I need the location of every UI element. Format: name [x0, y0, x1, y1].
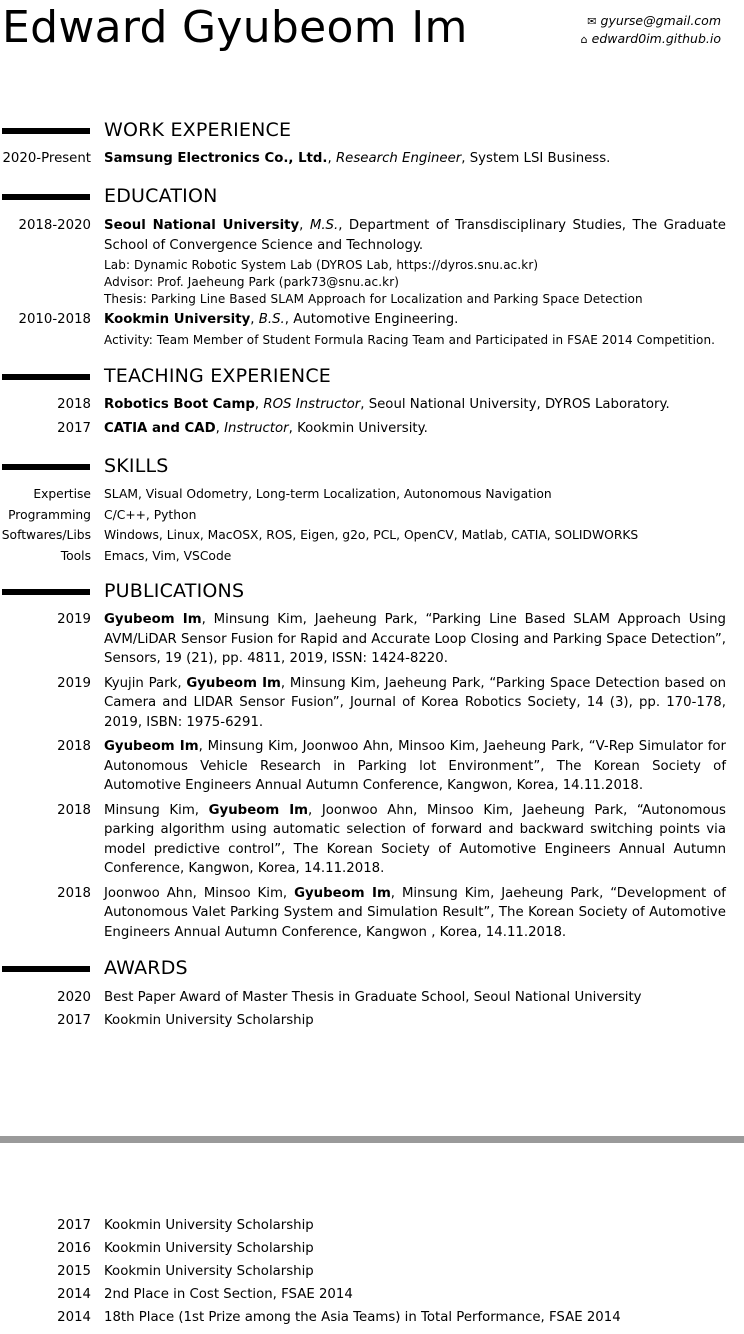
award-text: Kookmin University Scholarship	[104, 1012, 314, 1028]
skill-label: Softwares/Libs	[1, 528, 91, 542]
section-header	[0, 364, 744, 388]
entry-detail: Thesis: Parking Line Based SLAM Approach for Localization and Parking Space Detection	[104, 292, 643, 306]
role: ROS Instructor	[263, 397, 361, 412]
entry-date: 2018	[57, 739, 91, 754]
section-rule	[2, 966, 90, 972]
teaching-entry	[0, 419, 744, 439]
skill-value: SLAM, Visual Odometry, Long-term Localization, Autonomous Navigation	[104, 487, 552, 501]
entry-body: CATIA and CAD, Instructor, Kookmin University.	[104, 420, 428, 436]
skill-value: Windows, Linux, MacOSX, ROS, Eigen, g2o, PCL, OpenCV, Matlab, CATIA, SOLIDWORKS	[104, 528, 639, 542]
author-highlight: Gyubeom Im	[104, 739, 199, 754]
entry-date: 2020	[57, 990, 91, 1005]
org-name: Samsung Electronics Co., Ltd.	[104, 151, 328, 166]
section-header	[0, 184, 744, 208]
role: Research Engineer	[335, 151, 462, 166]
home-icon: ⌂	[580, 33, 588, 46]
website-link[interactable]: edward0im.github.io	[591, 31, 721, 46]
award-entry	[0, 1308, 744, 1328]
entry-body: Robotics Boot Camp, ROS Instructor, Seoul National University, DYROS Laboratory.	[104, 397, 670, 412]
skill-row	[0, 505, 744, 526]
entry-body	[104, 884, 726, 943]
envelope-icon: ✉	[587, 15, 597, 28]
entry-date: 2018	[57, 802, 91, 818]
entry-date: 2016	[57, 1241, 91, 1256]
org-name: Robotics Boot Camp	[104, 397, 255, 412]
entry-date: 2010-2018	[18, 312, 91, 327]
skill-row	[0, 546, 744, 567]
skill-row	[0, 484, 744, 505]
section-rule	[2, 589, 90, 595]
entry-rest: , System LSI Business.	[461, 151, 611, 166]
award-entry	[0, 1239, 744, 1259]
section-publications	[0, 579, 744, 942]
resume-name: Edward Gyubeom Im	[2, 2, 468, 53]
section-title: WORK EXPERIENCE	[104, 119, 292, 141]
award-entry	[0, 1285, 744, 1305]
entry-date: 2020-Present	[2, 151, 91, 166]
section-header	[0, 579, 744, 603]
entry-detail: Advisor: Prof. Jaeheung Park (park73@snu.ac.kr)	[104, 275, 400, 289]
entry-body	[104, 610, 726, 669]
entry-date: 2014	[57, 1287, 91, 1302]
section-title: AWARDS	[104, 957, 188, 979]
entry-date: 2018	[57, 885, 91, 901]
citation-rest: , Minsung Kim, Jaeheung Park, “Development of Autonomous Valet Parking System and Simulation Result”, The Korean Society of Automotive Engineers Annual Autumn Conference, Kangwon , Korea, 14.11.2018.	[104, 885, 726, 940]
entry-detail: Activity: Team Member of Student Formula Racing Team and Participated in FSAE 2014 Competition.	[104, 332, 716, 347]
entry-body: Samsung Electronics Co., Ltd., Research Engineer, System LSI Business.	[104, 151, 611, 166]
entry-body: Kookmin University, B.S., Automotive Engineering.	[104, 312, 459, 327]
authors-before: Minsung Kim,	[104, 802, 209, 818]
email-link[interactable]: gyurse@gmail.com	[600, 13, 721, 28]
author-highlight: Gyubeom Im	[208, 802, 309, 818]
award-text: Best Paper Award of Master Thesis in Graduate School, Seoul National University	[104, 990, 642, 1005]
section-header	[0, 454, 744, 478]
entry-rest: , Seoul National University, DYROS Laboratory.	[360, 397, 670, 412]
org-name: Seoul National University	[104, 218, 300, 233]
skill-label: Programming	[8, 507, 91, 522]
award-entry	[0, 988, 744, 1008]
section-rule	[2, 464, 90, 470]
section-skills	[0, 454, 744, 566]
entry-date: 2019	[57, 612, 91, 627]
award-text: Kookmin University Scholarship	[104, 1218, 314, 1233]
section-education	[0, 184, 744, 349]
authors-before: Kyujin Park,	[104, 675, 187, 691]
section-work-experience	[0, 118, 744, 169]
section-awards	[0, 956, 744, 1030]
org-name: CATIA and CAD	[104, 420, 216, 436]
entry-date: 2017	[57, 1012, 91, 1028]
entry-rest: , Automotive Engineering.	[284, 312, 459, 327]
award-text: 18th Place (1st Prize among the Asia Teams) in Total Performance, FSAE 2014	[104, 1310, 621, 1325]
section-title: TEACHING EXPERIENCE	[104, 365, 331, 387]
skill-value: Emacs, Vim, VSCode	[104, 548, 232, 563]
skill-row	[0, 525, 744, 546]
entry-date: 2018-2020	[18, 218, 91, 233]
entry-date: 2017	[57, 420, 91, 436]
education-entry	[0, 216, 744, 255]
entry-date: 2019	[57, 675, 91, 691]
award-entry	[0, 1262, 744, 1282]
section-header	[0, 956, 744, 980]
author-highlight: Gyubeom Im	[104, 612, 202, 627]
section-title: SKILLS	[104, 455, 169, 477]
citation-rest: , Minsung Kim, Joonwoo Ahn, Minsoo Kim, Jaeheung Park, “V-Rep Simulator for Autonomous Vehicle Research in Parking lot Environment”, The Korean Society of Automotive Engineers Annual Autumn Conference, Kangwon, Korea, 14.11.2018.	[104, 739, 726, 793]
contact-block	[581, 12, 721, 48]
section-rule	[2, 194, 90, 200]
citation-rest: , Minsung Kim, Jaeheung Park, “Parking Line Based SLAM Approach Using AVM/LiDAR Sensor Fusion for Rapid and Accurate Loop Closing and Parking Space Detection”, Sensors, 19 (21), pp. 4811, 2019, ISSN: 1424-8220.	[104, 612, 726, 666]
section-header	[0, 118, 744, 142]
skill-label: Tools	[60, 548, 91, 563]
citation-rest: , Minsung Kim, Jaeheung Park, “Parking Space Detection based on Camera and LIDAR Sensor Fusion”, Journal of Korea Robotics Society, 14 (3), pp. 170-178, 2019, ISBN: 1975-6291.	[104, 675, 727, 730]
award-text: Kookmin University Scholarship	[104, 1264, 314, 1279]
work-entry	[0, 149, 744, 169]
skill-label: Expertise	[33, 487, 91, 501]
entry-rest: , Kookmin University.	[288, 420, 428, 436]
degree: M.S.	[309, 218, 339, 233]
author-highlight: Gyubeom Im	[186, 675, 281, 691]
awards-continued	[0, 1216, 744, 1328]
page-break-divider	[0, 1136, 744, 1143]
publication-entry	[0, 674, 744, 733]
website-line	[581, 30, 721, 48]
entry-date: 2018	[57, 397, 91, 412]
section-rule	[2, 374, 90, 380]
citation-rest: , Joonwoo Ahn, Minsoo Kim, Jaeheung Park, “Autonomous parking algorithm using automatic selection of forward and backward switching points via model predictive control”, The Korean Society of Automotive Engineers Annual Autumn Conference, Kangwon, Korea, 14.11.2018.	[104, 802, 726, 876]
entry-detail: Lab: Dynamic Robotic System Lab (DYROS Lab, https://dyros.snu.ac.kr)	[104, 258, 539, 272]
publication-entry	[0, 884, 744, 943]
org-name: Kookmin University	[104, 312, 251, 327]
degree: B.S.	[258, 312, 285, 327]
award-text: 2nd Place in Cost Section, FSAE 2014	[104, 1287, 353, 1302]
entry-body	[104, 737, 726, 796]
entry-body	[104, 674, 726, 733]
entry-date: 2014	[57, 1310, 91, 1325]
publication-entry	[0, 801, 744, 879]
teaching-entry	[0, 395, 744, 415]
entry-body	[104, 801, 726, 879]
section-title: EDUCATION	[104, 185, 218, 207]
entry-date: 2015	[57, 1264, 91, 1279]
skill-value: C/C++, Python	[104, 507, 197, 522]
email-line	[581, 12, 721, 30]
publication-entry	[0, 610, 744, 669]
authors-before: Joonwoo Ahn, Minsoo Kim,	[104, 885, 295, 901]
section-rule	[2, 128, 90, 134]
author-highlight: Gyubeom Im	[294, 885, 391, 901]
section-title: PUBLICATIONS	[104, 580, 245, 602]
role: Instructor	[224, 420, 289, 436]
award-entry	[0, 1011, 744, 1031]
entry-body: Seoul National University, M.S., Department of Transdisciplinary Studies, The Graduate School of Convergence Science and Technology.	[104, 218, 726, 253]
award-text: Kookmin University Scholarship	[104, 1241, 314, 1256]
award-entry	[0, 1216, 744, 1236]
entry-rest: , Department of Transdisciplinary Studies, The Graduate School of Convergence Science and Technology.	[104, 218, 726, 253]
entry-date: 2017	[57, 1218, 91, 1233]
section-teaching-experience	[0, 364, 744, 438]
publication-entry	[0, 737, 744, 796]
education-entry	[0, 310, 744, 330]
